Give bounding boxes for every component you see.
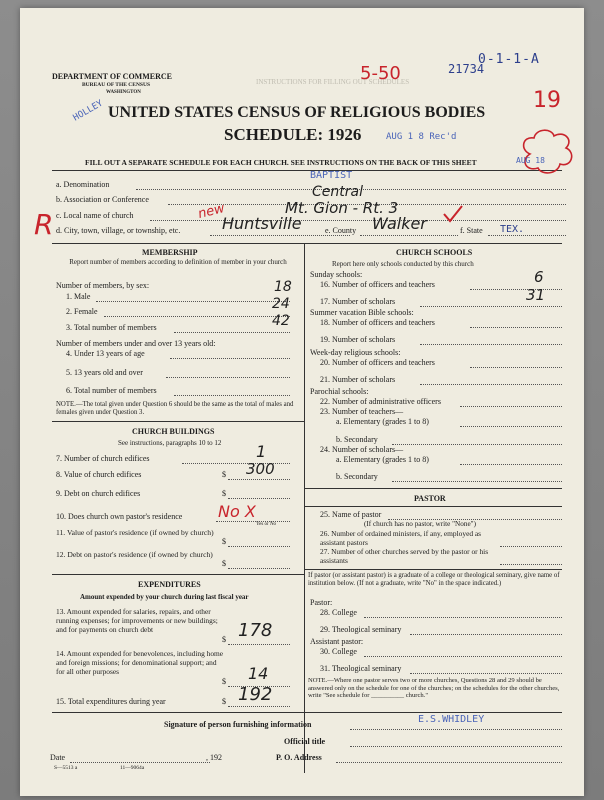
q11-dollar: $ xyxy=(222,537,226,546)
q8-value: 300 xyxy=(246,460,275,478)
denomination-label: a. Denomination xyxy=(56,180,110,189)
q4-label: 4. Under 13 years of age xyxy=(66,349,145,358)
q25-note: (If church has no pastor, write "None") xyxy=(364,520,476,528)
q16-field[interactable] xyxy=(470,289,562,290)
q14-label: 14. Amount expended for benevolences, including home and foreign missions; for denominational support; and for all other purposes xyxy=(56,649,224,676)
state-label: f. State xyxy=(460,226,483,235)
q5-label: 5. 13 years old and over xyxy=(66,368,143,377)
official-title-field[interactable] xyxy=(350,746,562,747)
church-name-label: c. Local name of church xyxy=(56,211,134,220)
weekday-label: Week-day religious schools: xyxy=(310,348,401,357)
q15-field[interactable] xyxy=(228,706,290,707)
q2-label: 2. Female xyxy=(66,307,98,316)
q12-field[interactable] xyxy=(228,568,290,569)
holley-stamp: HOLLEY xyxy=(71,98,105,124)
q15-label: 15. Total expenditures during year xyxy=(56,697,166,706)
q20-field[interactable] xyxy=(470,367,562,368)
blue-code: 0-1-1-A xyxy=(478,52,540,67)
state-field[interactable] xyxy=(488,235,566,236)
buildings-title: CHURCH BUILDINGS xyxy=(132,427,215,436)
city-field[interactable] xyxy=(210,235,350,236)
q9-label: 9. Debt on church edifices xyxy=(56,489,141,498)
q7-value: 1 xyxy=(256,442,267,461)
bureau-label: BUREAU OF THE CENSUS xyxy=(82,82,151,88)
schools-subtitle: Report here only schools conducted by this church xyxy=(332,260,474,268)
red-new-mark: new xyxy=(196,200,227,223)
summer-label: Summer vacation Bible schools: xyxy=(310,308,414,317)
assistant-subheading: Assistant pastor: xyxy=(310,637,364,646)
graduate-note: If pastor (or assistant pastor) is a graduate of a college or theological seminary, give name of institution below. (If not a graduate, write "No" in the space indicated.) xyxy=(308,572,560,587)
q18-label: 18. Number of officers and teachers xyxy=(320,318,435,327)
q23b-field[interactable] xyxy=(392,444,562,445)
q21-label: 21. Number of scholars xyxy=(320,375,396,384)
city-value: Huntsville xyxy=(222,214,302,233)
county-label: e. County xyxy=(325,226,357,235)
q5-field[interactable] xyxy=(166,377,290,378)
q14-value: 14 xyxy=(248,664,269,683)
po-address-field[interactable] xyxy=(336,762,562,763)
q15-value: 192 xyxy=(238,684,273,705)
q17-field[interactable] xyxy=(420,306,562,307)
q1-field[interactable] xyxy=(96,301,290,302)
q22-field[interactable] xyxy=(460,406,562,407)
schedule-title: SCHEDULE: 1926 xyxy=(224,125,362,144)
q17-label: 17. Number of scholars xyxy=(320,297,396,306)
signature-field[interactable] xyxy=(350,729,562,730)
q20-label: 20. Number of officers and teachers xyxy=(320,358,435,367)
membership-title: MEMBERSHIP xyxy=(142,248,198,257)
q8-field[interactable] xyxy=(228,479,290,480)
q23b-label: b. Secondary xyxy=(336,435,378,444)
q12-label: 12. Debt on pastor's residence (if owned by church) xyxy=(56,550,213,559)
signature-label: Signature of person furnishing information xyxy=(164,720,312,729)
pastor-title: PASTOR xyxy=(414,494,446,503)
q27-label: 27. Number of other churches served by the pastor or his assistants xyxy=(320,547,489,565)
q22-label: 22. Number of administrative officers xyxy=(320,397,441,406)
q16-label: 16. Number of officers and teachers xyxy=(320,280,435,289)
pastor-note: NOTE.—Where one pastor serves two or more churches, Questions 28 and 29 should be answered only on the schedule for one of the churches; on the schedules for the other churches, write "See schedule for __________ church." xyxy=(308,677,560,700)
q12-dollar: $ xyxy=(222,559,226,568)
county-value: Walker xyxy=(372,214,427,233)
cloud-stamp-outline xyxy=(516,128,576,182)
q21-field[interactable] xyxy=(420,384,562,385)
q9-field[interactable] xyxy=(228,498,290,499)
q11-field[interactable] xyxy=(228,546,290,547)
q1-value: 18 xyxy=(274,279,292,295)
q24a-field[interactable] xyxy=(460,464,562,465)
expenditures-subtitle: Amount expended by your church during last fiscal year xyxy=(80,593,249,601)
form-number: S—5513 a xyxy=(54,765,78,771)
print-number: 11—9064a xyxy=(120,765,145,771)
date-label: Date xyxy=(50,753,66,762)
q29-label: 29. Theological seminary xyxy=(320,625,402,634)
q24a-label: a. Elementary (grades 1 to 8) xyxy=(336,455,429,464)
by-sex-label: Number of members, by sex: xyxy=(56,281,150,290)
date-year: , 192 xyxy=(206,753,222,762)
aug-stamp: AUG 18 xyxy=(516,156,545,165)
q13-dollar: $ xyxy=(222,635,226,644)
q1-label: 1. Male xyxy=(66,292,91,301)
q13-field[interactable] xyxy=(228,644,290,645)
state-value: TEX. xyxy=(500,224,525,235)
q29-field[interactable] xyxy=(410,634,562,635)
membership-note: NOTE.—The total given under Question 6 should be the same as the total of males and females given under Question 3. xyxy=(56,401,294,416)
yes-no-hint: Yes or No xyxy=(256,522,277,527)
q19-field[interactable] xyxy=(420,344,562,345)
q15-dollar: $ xyxy=(222,697,226,706)
q10-value: No X xyxy=(218,502,256,521)
q24-label: 24. Number of scholars— xyxy=(320,445,404,454)
q19-label: 19. Number of scholars xyxy=(320,335,396,344)
q7-label: 7. Number of church edifices xyxy=(56,454,150,463)
red-annotation-corner: 19 xyxy=(533,88,561,113)
official-title-label: Official title xyxy=(284,737,326,746)
q8-label: 8. Value of church edifices xyxy=(56,470,142,479)
q30-field[interactable] xyxy=(364,656,562,657)
red-annotation-top: 5-50 xyxy=(360,63,401,84)
church-name-field[interactable] xyxy=(150,220,566,221)
red-check-mark xyxy=(442,204,464,224)
form-title: UNITED STATES CENSUS OF RELIGIOUS BODIES xyxy=(108,104,486,121)
q31-field[interactable] xyxy=(410,673,562,674)
q13-label: 13. Amount expended for salaries, repairs, and other running expenses; for improvements or new buildings; and for payments on church debt xyxy=(56,607,218,634)
county-field[interactable] xyxy=(360,235,458,236)
census-schedule-sheet xyxy=(20,8,584,796)
q3-field[interactable] xyxy=(174,332,290,333)
q17-value: 31 xyxy=(526,286,546,304)
sunday-label: Sunday schools: xyxy=(310,270,363,279)
q6-label: 6. Total number of members xyxy=(66,386,157,395)
department-label: DEPARTMENT OF COMMERCE xyxy=(52,72,173,81)
q10-label: 10. Does church own pastor's residence xyxy=(56,512,183,521)
expenditures-title: EXPENDITURES xyxy=(138,580,201,589)
membership-subtitle: Report number of members according to definition of member in your church xyxy=(69,258,287,266)
church-name-value: Mt. Gion - Rt. 3 xyxy=(285,199,399,217)
city-label: WASHINGTON xyxy=(106,90,141,95)
q26-field[interactable] xyxy=(500,546,562,547)
q24b-label: b. Secondary xyxy=(336,472,378,481)
q11-label: 11. Value of pastor's residence (if owned by church) xyxy=(56,528,214,537)
q28-label: 28. College xyxy=(320,608,357,617)
q23a-label: a. Elementary (grades 1 to 8) xyxy=(336,417,429,426)
q28-field[interactable] xyxy=(364,617,562,618)
denomination-stamp: BAPTIST xyxy=(310,170,353,181)
q30-label: 30. College xyxy=(320,647,357,656)
q23a-field[interactable] xyxy=(460,426,562,427)
association-label: b. Association or Conference xyxy=(56,195,149,204)
q10-field[interactable] xyxy=(216,521,290,522)
po-address-label: P. O. Address xyxy=(276,753,322,762)
q24b-field[interactable] xyxy=(392,481,562,482)
parochial-label: Parochial schools: xyxy=(310,387,369,396)
q25-label: 25. Name of pastor xyxy=(320,510,382,519)
q9-dollar: $ xyxy=(222,489,226,498)
blue-file-number: 21734 xyxy=(448,62,485,76)
ghost-text: INSTRUCTIONS FOR FILLING OUT SCHEDULES xyxy=(256,78,410,86)
q6-field[interactable] xyxy=(174,395,290,396)
q14-dollar: $ xyxy=(222,677,226,686)
over13-label: Number of members under and over 13 years old: xyxy=(56,339,216,348)
city-field-label: d. City, town, village, or township, etc. xyxy=(56,226,181,235)
q31-label: 31. Theological seminary xyxy=(320,664,402,673)
pastor-subheading: Pastor: xyxy=(310,598,333,607)
q23-label: 23. Number of teachers— xyxy=(320,407,404,416)
q2-value: 24 xyxy=(272,296,290,312)
schools-title: CHURCH SCHOOLS xyxy=(396,248,473,257)
buildings-subtitle: See instructions, paragraphs 10 to 12 xyxy=(118,439,222,447)
q8-dollar: $ xyxy=(222,470,226,479)
q13-value: 178 xyxy=(238,620,273,641)
q2-field[interactable] xyxy=(104,316,290,317)
q26-label: 26. Number of ordained ministers, if any, employed as assistant pastors xyxy=(320,529,482,547)
signature-stamp: E.S.WHIDLEY xyxy=(418,714,485,725)
instructions-line: FILL OUT A SEPARATE SCHEDULE FOR EACH CHURCH. SEE INSTRUCTIONS ON THE BACK OF THIS SHEET xyxy=(85,158,477,167)
association-value: Central xyxy=(312,184,363,200)
q18-field[interactable] xyxy=(470,327,562,328)
date-field[interactable] xyxy=(70,762,210,763)
q16-value: 6 xyxy=(534,268,544,286)
q3-label: 3. Total number of members xyxy=(66,323,157,332)
received-stamp: AUG 1 8 Rec'd xyxy=(386,132,457,142)
q4-field[interactable] xyxy=(170,358,290,359)
red-r-mark: R xyxy=(34,208,54,241)
q27-field[interactable] xyxy=(500,564,562,565)
q3-value: 42 xyxy=(272,313,290,329)
